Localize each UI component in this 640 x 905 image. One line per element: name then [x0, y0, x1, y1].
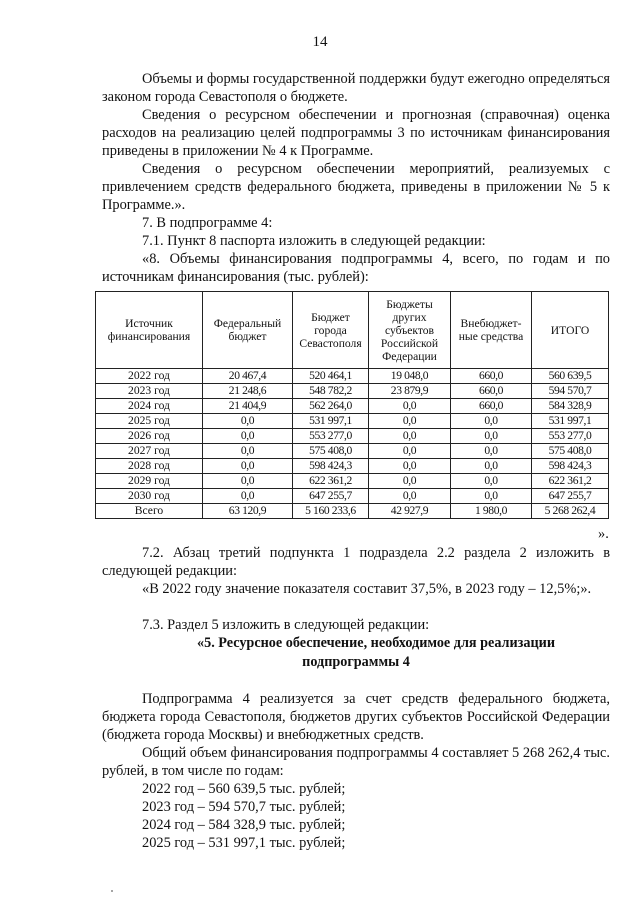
table-cell: 560 639,5 — [532, 369, 609, 384]
table-cell: 575 408,0 — [532, 444, 609, 459]
financing-table — [95, 291, 609, 519]
closing-quote-mark: ». — [598, 526, 609, 542]
table-cell: 2022 год — [96, 369, 203, 384]
table-cell: 0,0 — [451, 429, 532, 444]
table-row — [96, 489, 609, 504]
table-cell: 0,0 — [451, 459, 532, 474]
paragraph-state-support: Объемы и формы государственной поддержки будут ежегодно определяться законом города Севастополя о бюджете. — [102, 71, 610, 105]
table-cell: 0,0 — [369, 414, 451, 429]
table-cell: 0,0 — [203, 444, 293, 459]
header-source: Источник финансирования — [96, 292, 203, 369]
table-cell: 553 277,0 — [532, 429, 609, 444]
table-cell: Всего — [96, 504, 203, 519]
table-cell: 622 361,2 — [293, 474, 369, 489]
table-row — [96, 399, 609, 414]
table-cell: 2028 год — [96, 459, 203, 474]
table-cell: 63 120,9 — [203, 504, 293, 519]
table-cell: 2026 год — [96, 429, 203, 444]
paragraph-total-volume: Общий объем финансирования подпрограммы 4 составляет 5 268 262,4 тыс. рублей, в том числе по годам: — [102, 745, 610, 779]
table-cell: 23 879,9 — [369, 384, 451, 399]
table-cell: 531 997,1 — [532, 414, 609, 429]
table-cell: 20 467,4 — [203, 369, 293, 384]
table-cell: 0,0 — [369, 444, 451, 459]
table-row — [96, 384, 609, 399]
table-cell: 0,0 — [451, 444, 532, 459]
table-cell: 598 424,3 — [293, 459, 369, 474]
section-5-heading-line2: подпрограммы 4 — [302, 654, 410, 670]
paragraph-financing-volumes: «8. Объемы финансирования подпрограммы 4, всего, по годам и по источникам финансирования (тыс. рублей): — [102, 251, 610, 285]
paragraph-item-7-3: 7.3. Раздел 5 изложить в следующей редакции: — [142, 617, 430, 633]
header-federal-budget: Федеральный бюджет — [203, 292, 293, 369]
header-extra-budgetary: Внебюджет-ные средства — [451, 292, 532, 369]
paragraph-federal-measures: Сведения о ресурсном обеспечении мероприятий, реализуемых с привлечением средств федерального бюджета, приведены в приложении № 5 к Программе.». — [102, 161, 610, 213]
table-cell: 21 404,9 — [203, 399, 293, 414]
table-cell: 647 255,7 — [293, 489, 369, 504]
table-cell: 520 464,1 — [293, 369, 369, 384]
header-other-regions-budget: Бюджеты других субъектов Российской Федерации — [369, 292, 451, 369]
table-cell: 647 255,7 — [532, 489, 609, 504]
table-cell: 0,0 — [369, 399, 451, 414]
table-cell: 548 782,2 — [293, 384, 369, 399]
table-cell: 2024 год — [96, 399, 203, 414]
table-row — [96, 429, 609, 444]
header-total: ИТОГО — [532, 292, 609, 369]
paragraph-subprogram-4: 7. В подпрограмме 4: — [142, 215, 273, 231]
table-cell: 575 408,0 — [293, 444, 369, 459]
table-cell: 594 570,7 — [532, 384, 609, 399]
table-cell: 2029 год — [96, 474, 203, 489]
table-cell: 2027 год — [96, 444, 203, 459]
table-cell: 584 328,9 — [532, 399, 609, 414]
table-cell: 2023 год — [96, 384, 203, 399]
section-5-heading-line1: «5. Ресурсное обеспечение, необходимое для реализации — [197, 635, 555, 651]
table-cell: 21 248,6 — [203, 384, 293, 399]
table-cell: 660,0 — [451, 384, 532, 399]
paragraph-funding-sources: Подпрограмма 4 реализуется за счет средств федерального бюджета, бюджета города Севастополя, бюджетов других субъектов Российской Федерации (бюджета города Москвы) и внебюджетных средств. — [102, 691, 610, 743]
table-cell: 0,0 — [369, 489, 451, 504]
table-cell: 622 361,2 — [532, 474, 609, 489]
table-cell: 0,0 — [203, 414, 293, 429]
year-line-2024: 2024 год – 584 328,9 тыс. рублей; — [142, 817, 346, 833]
table-cell: 0,0 — [203, 459, 293, 474]
table-cell: 42 927,9 — [369, 504, 451, 519]
table-cell: 660,0 — [451, 399, 532, 414]
table-cell: 0,0 — [369, 474, 451, 489]
paragraph-item-7-1: 7.1. Пункт 8 паспорта изложить в следующей редакции: — [142, 233, 486, 249]
section-5-heading — [102, 634, 610, 672]
table-row — [96, 414, 609, 429]
table-row — [96, 444, 609, 459]
paragraph-item-7-2: 7.2. Абзац третий подпункта 1 подраздела 2.2 раздела 2 изложить в следующей редакции: — [102, 545, 610, 579]
table-cell: 1 980,0 — [451, 504, 532, 519]
table-row — [96, 369, 609, 384]
table-cell: 598 424,3 — [532, 459, 609, 474]
table-cell: 0,0 — [203, 429, 293, 444]
table-cell: 562 264,0 — [293, 399, 369, 414]
table-cell: 2025 год — [96, 414, 203, 429]
header-city-budget: Бюджет города Севастополя — [293, 292, 369, 369]
year-line-2022: 2022 год – 560 639,5 тыс. рублей; — [142, 781, 346, 797]
paragraph-resource-info-sub3: Сведения о ресурсном обеспечении и прогнозная (справочная) оценка расходов на реализацию целей подпрограммы 3 по источникам финансирования приведены в приложении № 4 к Программе. — [102, 107, 610, 159]
table-cell: 0,0 — [451, 474, 532, 489]
page-number: 14 — [312, 34, 328, 50]
table-header-row — [96, 292, 609, 369]
scan-dot — [111, 890, 113, 892]
year-line-2023: 2023 год – 594 570,7 тыс. рублей; — [142, 799, 346, 815]
paragraph-indicator-value: «В 2022 году значение показателя составит 37,5%, в 2023 году – 12,5%;». — [142, 581, 592, 597]
table-cell: 0,0 — [203, 489, 293, 504]
table-cell: 531 997,1 — [293, 414, 369, 429]
table-row-total — [96, 504, 609, 519]
table-row — [96, 474, 609, 489]
table-cell: 0,0 — [203, 474, 293, 489]
table-cell: 0,0 — [369, 429, 451, 444]
table-cell: 2030 год — [96, 489, 203, 504]
table-cell: 5 268 262,4 — [532, 504, 609, 519]
table-cell: 19 048,0 — [369, 369, 451, 384]
table-cell: 553 277,0 — [293, 429, 369, 444]
table-cell: 0,0 — [369, 459, 451, 474]
table-row — [96, 459, 609, 474]
table-cell: 5 160 233,6 — [293, 504, 369, 519]
table-cell: 0,0 — [451, 489, 532, 504]
year-line-2025: 2025 год – 531 997,1 тыс. рублей; — [142, 835, 346, 851]
table-cell: 660,0 — [451, 369, 532, 384]
table-cell: 0,0 — [451, 414, 532, 429]
